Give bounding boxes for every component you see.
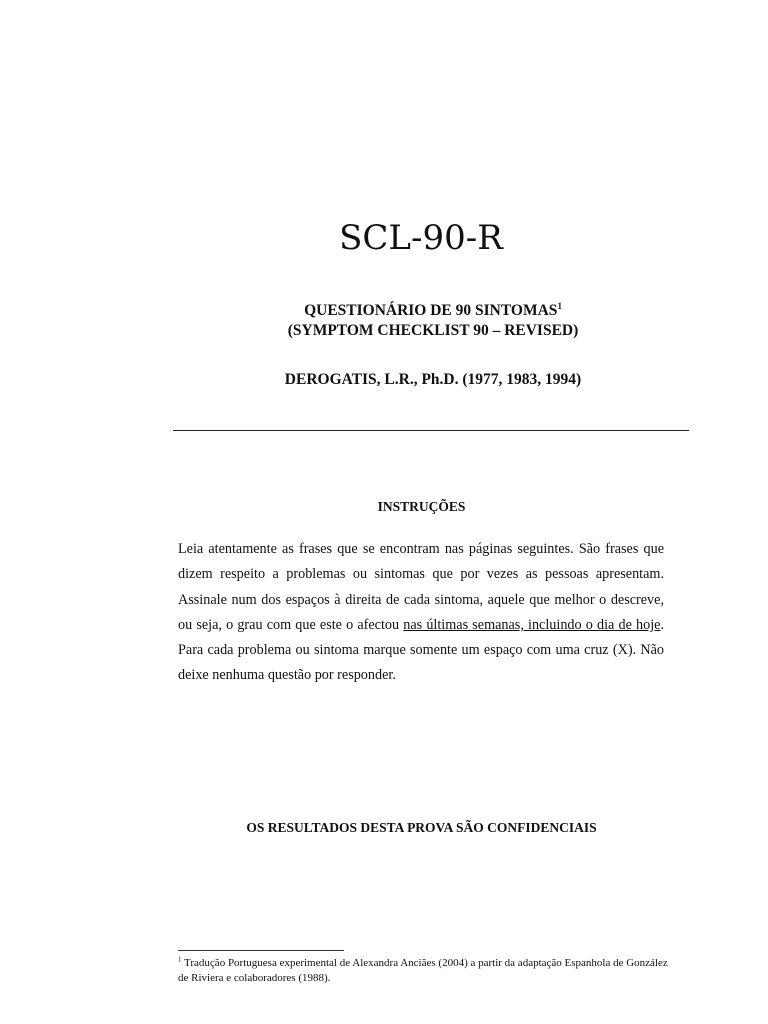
footnote	[178, 956, 668, 986]
instructions-paragraph	[178, 537, 664, 689]
horizontal-divider	[173, 430, 689, 431]
document-title: SCL-90-R	[339, 218, 503, 258]
subtitle-english: (SYMPTOM CHECKLIST 90 – REVISED)	[287, 322, 579, 339]
footnote-divider	[178, 950, 344, 951]
instructions-text-before: Leia atentamente as frases que se encontram nas páginas seguintes. São frases que dizem respeito a problemas ou sintomas que por vezes as pessoas apresentam. Assinale num dos espaços à direita de cada sintoma, aquele que melhor o descreve, ou seja, o grau com que este o afectou	[178, 541, 664, 633]
confidential-notice: OS RESULTADOS DESTA PROVA SÃO CONFIDENCIAIS	[246, 820, 597, 835]
footnote-reference: 1	[557, 300, 562, 311]
footnote-text: Tradução Portuguesa experimental de Alexandra Anciães (2004) a partir da adaptação Espanhola de González de Riviera e colaboradores (1988).	[178, 957, 668, 984]
footnote-mark: 1	[178, 955, 182, 964]
subtitle-portuguese	[0, 301, 768, 321]
subtitle-portuguese-text: QUESTIONÁRIO DE 90 SINTOMAS	[304, 302, 558, 319]
instructions-text-after: . Para cada problema ou sintoma marque somente um espaço com uma cruz (X). Não deixe nenhuma questão por responder.	[178, 616, 664, 684]
author-line: DEROGATIS, L.R., Ph.D. (1977, 1983, 1994)	[284, 371, 582, 388]
instructions-heading: INSTRUÇÕES	[377, 499, 466, 514]
instructions-emphasis: nas últimas semanas, incluindo o dia de hoje	[403, 616, 661, 633]
